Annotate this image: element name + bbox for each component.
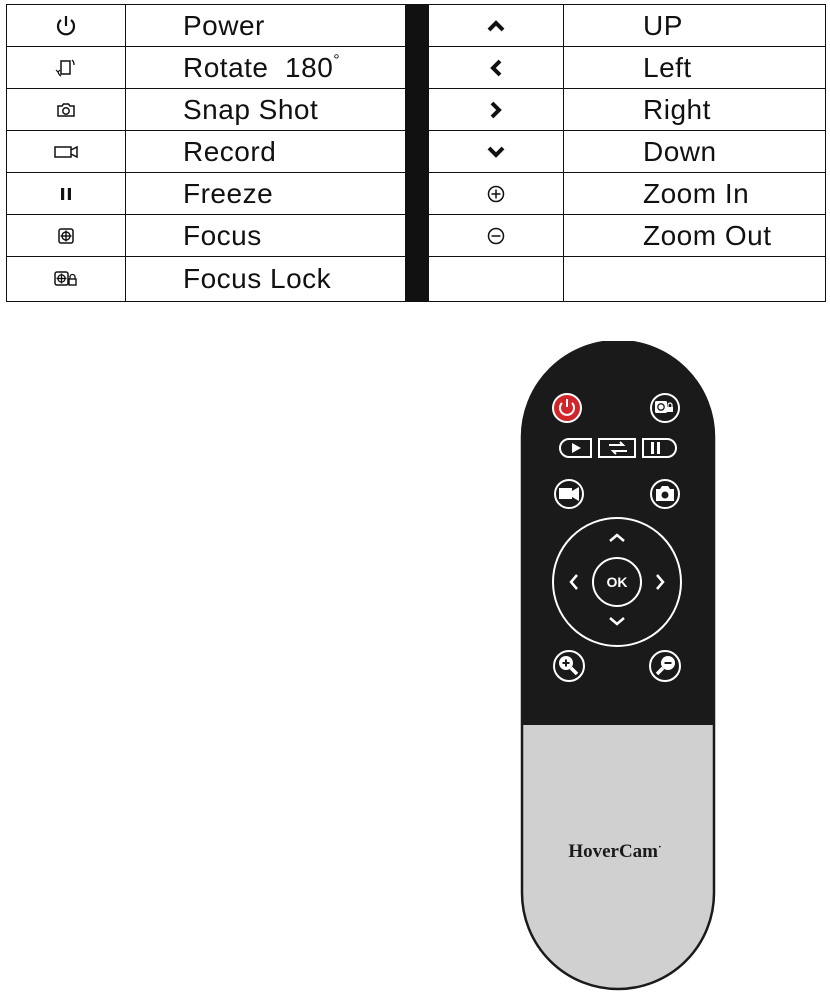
legend-label: Focus <box>183 220 262 251</box>
brand-mark: · <box>658 841 662 853</box>
chevron-left-icon <box>489 59 503 77</box>
zoom-out-icon <box>486 226 506 246</box>
legend-label: Snap Shot <box>183 94 319 125</box>
focus-icon <box>57 227 75 245</box>
legend-row <box>7 173 825 215</box>
brand-logo <box>568 841 661 862</box>
legend-label: Power <box>183 10 265 41</box>
legend-label: UP <box>643 10 683 41</box>
legend-label: Zoom Out <box>643 220 772 251</box>
remote-focus-lock-button[interactable] <box>651 394 679 422</box>
chevron-up-icon <box>487 20 505 32</box>
button-legend-table <box>6 4 826 302</box>
legend-row <box>7 47 825 89</box>
rotate-icon <box>54 57 78 79</box>
ok-label: OK <box>606 574 628 590</box>
power-icon <box>55 14 77 38</box>
remote-zoom-out-button[interactable] <box>650 651 680 681</box>
legend-label: Freeze <box>183 178 274 209</box>
remote-record-button[interactable] <box>555 480 583 508</box>
legend-label: Left <box>643 52 692 83</box>
legend-label: Zoom In <box>643 178 750 209</box>
remote-drawing <box>519 341 717 991</box>
remote-power-button[interactable] <box>553 394 581 422</box>
pause-icon <box>59 186 73 202</box>
chevron-right-icon <box>489 101 503 119</box>
legend-row <box>7 89 825 131</box>
legend-row <box>7 257 825 301</box>
legend-row <box>7 215 825 257</box>
chevron-down-icon <box>487 146 505 158</box>
remote-zoom-in-button[interactable] <box>554 651 584 681</box>
legend-label: Down <box>643 136 717 167</box>
legend-label: Rotate 180 <box>183 52 334 83</box>
legend-label: Focus Lock <box>183 263 332 294</box>
degree-symbol: ° <box>333 52 341 69</box>
focus-lock-icon <box>53 270 79 288</box>
video-camera-icon <box>53 145 79 159</box>
camera-icon <box>56 102 76 118</box>
legend-label: Right <box>643 94 711 125</box>
brand-name: HoverCam <box>568 841 659 862</box>
legend-row <box>7 131 825 173</box>
remote-snapshot-button[interactable] <box>651 480 679 508</box>
legend-row <box>7 5 825 47</box>
legend-label: Record <box>183 136 277 167</box>
remote-control <box>519 341 717 991</box>
zoom-in-icon <box>486 184 506 204</box>
